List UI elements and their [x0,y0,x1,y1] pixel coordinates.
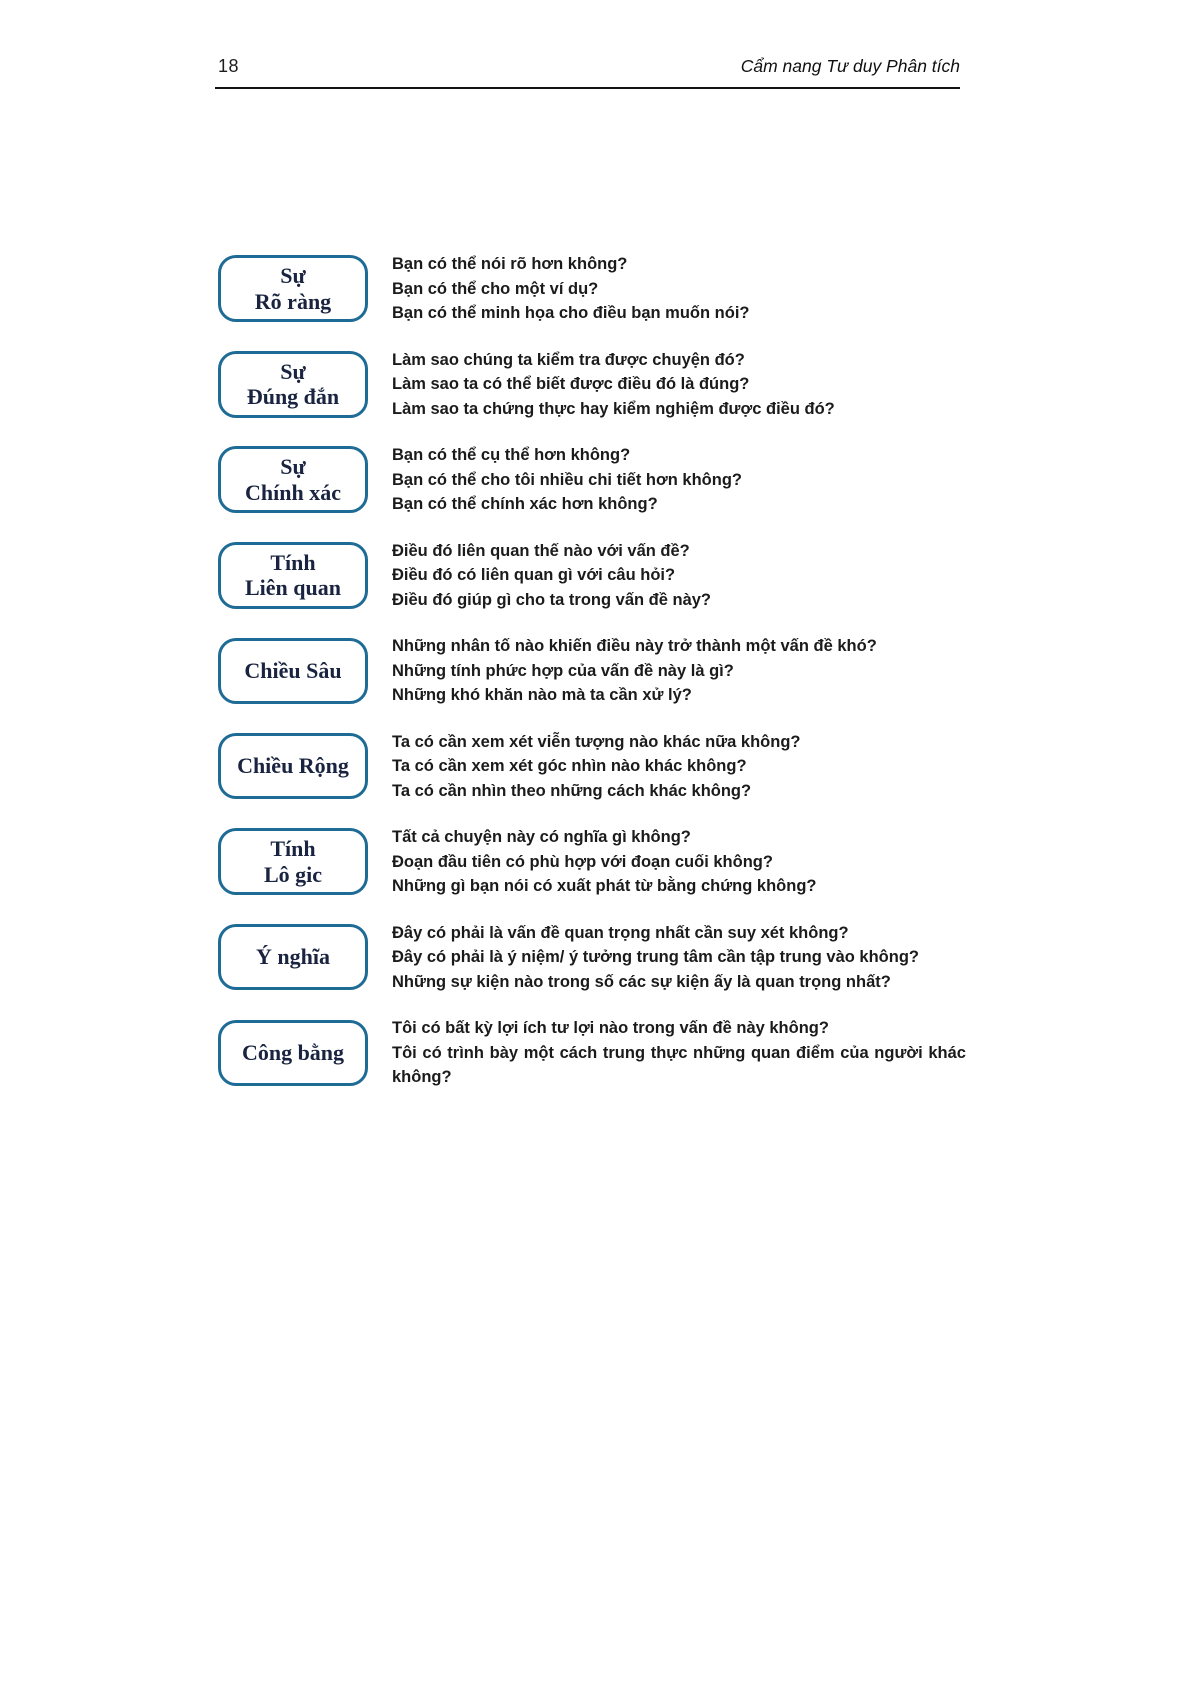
section-label: Sự [280,454,306,480]
question-text: Làm sao ta có thể biết được điều đó là đúng? [392,375,750,393]
question-text: Đây có phải là vấn đề quan trọng nhất cần suy xét không? [392,923,849,942]
section-label: Đúng đắn [246,384,340,410]
section-label: Sự [280,263,306,289]
section-row [218,539,966,613]
section-label: Rõ ràng [254,288,332,314]
section-label: Ý nghĩa [256,944,330,970]
section-label-box [218,255,368,322]
section-questions [392,825,966,899]
page-header [218,56,960,77]
question-text: Tôi có bất kỳ lợi ích tư lợi nào trong vấn đề này không? [392,1019,829,1037]
question-text: Bạn có thể chính xác hơn không? [392,495,658,513]
section-row [218,921,966,995]
section-questions [392,348,966,422]
question-text: Ta có cần xem xét góc nhìn nào khác không? [392,757,747,775]
section-label: Công bằng [241,1039,345,1065]
section-label-box [218,1020,368,1086]
section-questions [392,539,966,613]
section-label-box [218,446,368,513]
question-text: Bạn có thể nói rõ hơn không? [392,255,628,273]
section-label: Tính [270,836,316,862]
question-text: Làm sao ta chứng thực hay kiểm nghiệm được điều đó? [392,399,835,418]
question-text: Ta có cần nhìn theo những cách khác không? [392,781,752,800]
section-label: Lô gic [263,861,323,887]
question-text: Bạn có thể cho tôi nhiều chi tiết hơn không? [392,470,742,489]
question-text: Tôi có trình bày một cách trung thực những quan điểm của người khác không? [392,1043,966,1086]
question-text: Đoạn đầu tiên có phù hợp với đoạn cuối không? [392,852,773,871]
section-row [218,252,966,326]
section-label: Chiều Sâu [244,657,342,683]
sections-list [218,252,966,1112]
question-text: Đây có phải là ý niệm/ ý tưởng trung tâm cần tập trung vào không? [392,948,919,966]
section-label-box [218,542,368,609]
section-row [218,348,966,422]
section-questions [392,443,966,517]
question-text: Những tính phức hợp của vấn đề này là gì? [392,661,734,680]
section-row [218,443,966,517]
section-row [218,634,966,708]
running-header-title: Cẩm nang Tư duy Phân tích [740,56,960,76]
section-questions [392,252,966,326]
page-number: 18 [218,56,240,76]
section-row [218,1016,966,1090]
question-text: Tất cả chuyện này có nghĩa gì không? [392,828,691,846]
section-label-box [218,733,368,799]
section-questions [392,730,966,804]
section-questions [392,921,966,995]
question-text: Điều đó giúp gì cho ta trong vấn đề này? [392,590,712,609]
question-text: Bạn có thể cho một ví dụ? [392,279,599,298]
section-row [218,825,966,899]
header-rule [215,87,960,89]
question-text: Những sự kiện nào trong số các sự kiện ấy là quan trọng nhất? [392,972,891,991]
section-label: Sự [280,358,306,384]
question-text: Bạn có thể minh họa cho điều bạn muốn nói? [392,304,750,322]
section-label: Chính xác [245,479,341,505]
section-row [218,730,966,804]
question-text: Điều đó liên quan thế nào với vấn đề? [392,541,690,560]
question-text: Những nhân tố nào khiến điều này trở thành một vấn đề khó? [392,637,877,655]
section-label-box [218,924,368,990]
section-label-box [218,351,368,418]
section-label: Chiều Rộng [237,753,349,779]
question-text: Bạn có thể cụ thể hơn không? [392,446,631,464]
question-text: Những gì bạn nói có xuất phát từ bằng chứng không? [392,877,817,895]
question-text: Những khó khăn nào mà ta cần xử lý? [392,686,692,704]
section-questions [392,1016,966,1090]
question-text: Ta có cần xem xét viễn tượng nào khác nữa không? [392,732,801,751]
section-label: Liên quan [245,575,341,601]
question-text: Điều đó có liên quan gì với câu hỏi? [392,566,676,584]
section-questions [392,634,966,708]
section-label: Tính [270,549,316,575]
section-label-box [218,828,368,895]
question-text: Làm sao chúng ta kiểm tra được chuyện đó? [392,350,745,369]
section-label-box [218,638,368,704]
